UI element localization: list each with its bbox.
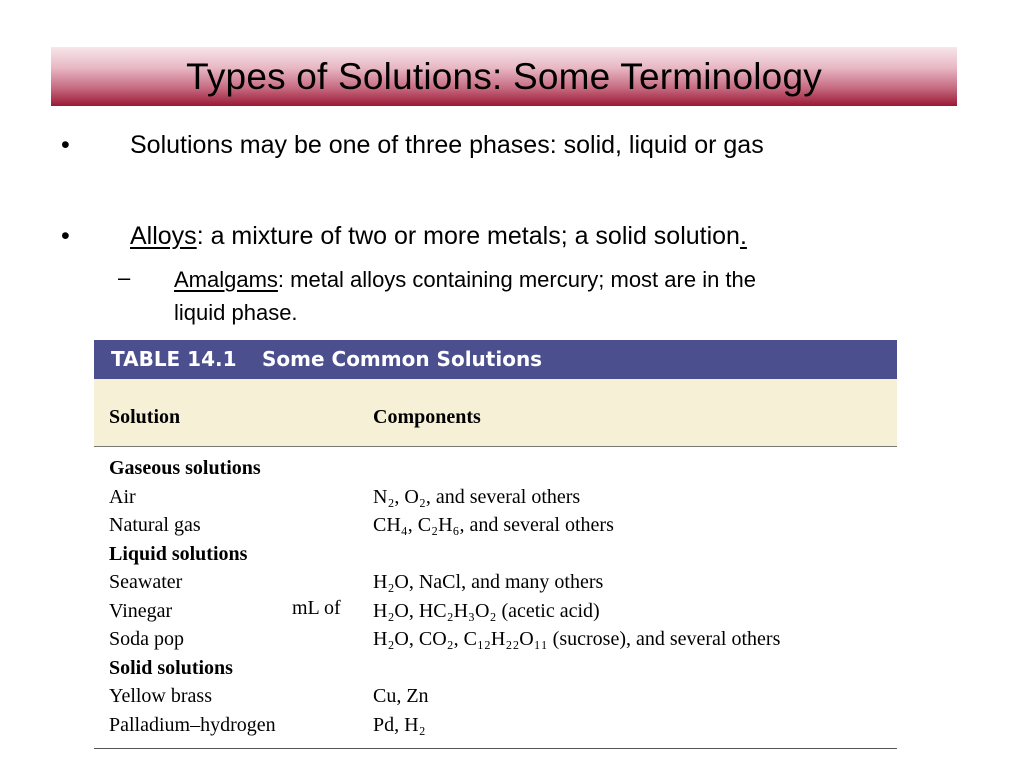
components-cell: H₂O, HC₂H₃O₂ (acetic acid) <box>373 599 600 622</box>
components-cell: N₂, O₂, and several others <box>373 485 581 508</box>
group-label: Liquid solutions <box>109 542 248 565</box>
table-row <box>94 685 897 714</box>
solution-cell: Seawater <box>109 571 183 593</box>
components-cell: CH₄, C₂H₆, and several others <box>373 514 614 536</box>
table-name: Some Common Solutions <box>262 347 543 371</box>
group-label: Solid solutions <box>109 656 233 679</box>
bullet-phases: Solutions may be one of three phases: solid, liquid or gas <box>130 131 764 159</box>
column-header-components: Components <box>373 406 481 428</box>
table-row <box>94 514 897 543</box>
title-bar <box>51 47 957 106</box>
table-row <box>94 571 897 600</box>
sub-bullet-marker: – <box>118 265 131 290</box>
column-header-band <box>94 379 897 447</box>
table-group-row <box>94 657 897 686</box>
table-row <box>94 600 897 629</box>
bullet-marker: • <box>61 222 70 250</box>
bullet-alloys <box>130 221 747 251</box>
table-row <box>94 486 897 515</box>
table-header <box>94 340 897 379</box>
amalgams-definition: : metal alloys containing mercury; most are in the <box>277 267 757 292</box>
table-row <box>94 714 897 743</box>
solutions-table <box>94 340 897 752</box>
components-cell: Cu, Zn <box>373 685 429 707</box>
table-bottom-rule <box>94 748 897 749</box>
components-cell: Pd, H₂ <box>373 713 426 736</box>
slide-title: Types of Solutions: Some Terminology <box>186 55 822 97</box>
solution-cell: Air <box>109 485 136 508</box>
components-cell: H₂O, CO₂, C₁₂H₂₂O₁₁ (sucrose), and several others <box>373 628 781 650</box>
solution-cell: Yellow brass <box>109 685 212 707</box>
term-amalgams: Amalgams <box>174 267 278 292</box>
sub-bullet-amalgams <box>174 264 756 295</box>
table-group-row <box>94 543 897 572</box>
components-cell: H₂O, NaCl, and many others <box>373 571 604 593</box>
solution-cell: Soda pop <box>109 628 184 650</box>
stray-text: mL of <box>292 597 341 619</box>
table-group-row <box>94 457 897 486</box>
solution-cell: Palladium–hydrogen <box>109 713 276 736</box>
column-header-solution: Solution <box>109 406 181 428</box>
bullet-marker: • <box>61 131 70 159</box>
group-label: Gaseous solutions <box>109 457 261 479</box>
solution-cell: Vinegar <box>109 599 173 622</box>
table-row <box>94 628 897 657</box>
table-body <box>94 457 897 742</box>
solution-cell: Natural gas <box>109 514 201 536</box>
table-number: TABLE 14.1 <box>111 347 237 371</box>
alloys-period: . <box>739 222 747 250</box>
sub-bullet-continuation: liquid phase. <box>174 300 298 325</box>
alloys-definition: : a mixture of two or more metals; a solid solution <box>196 222 740 250</box>
term-alloys: Alloys <box>130 222 197 250</box>
